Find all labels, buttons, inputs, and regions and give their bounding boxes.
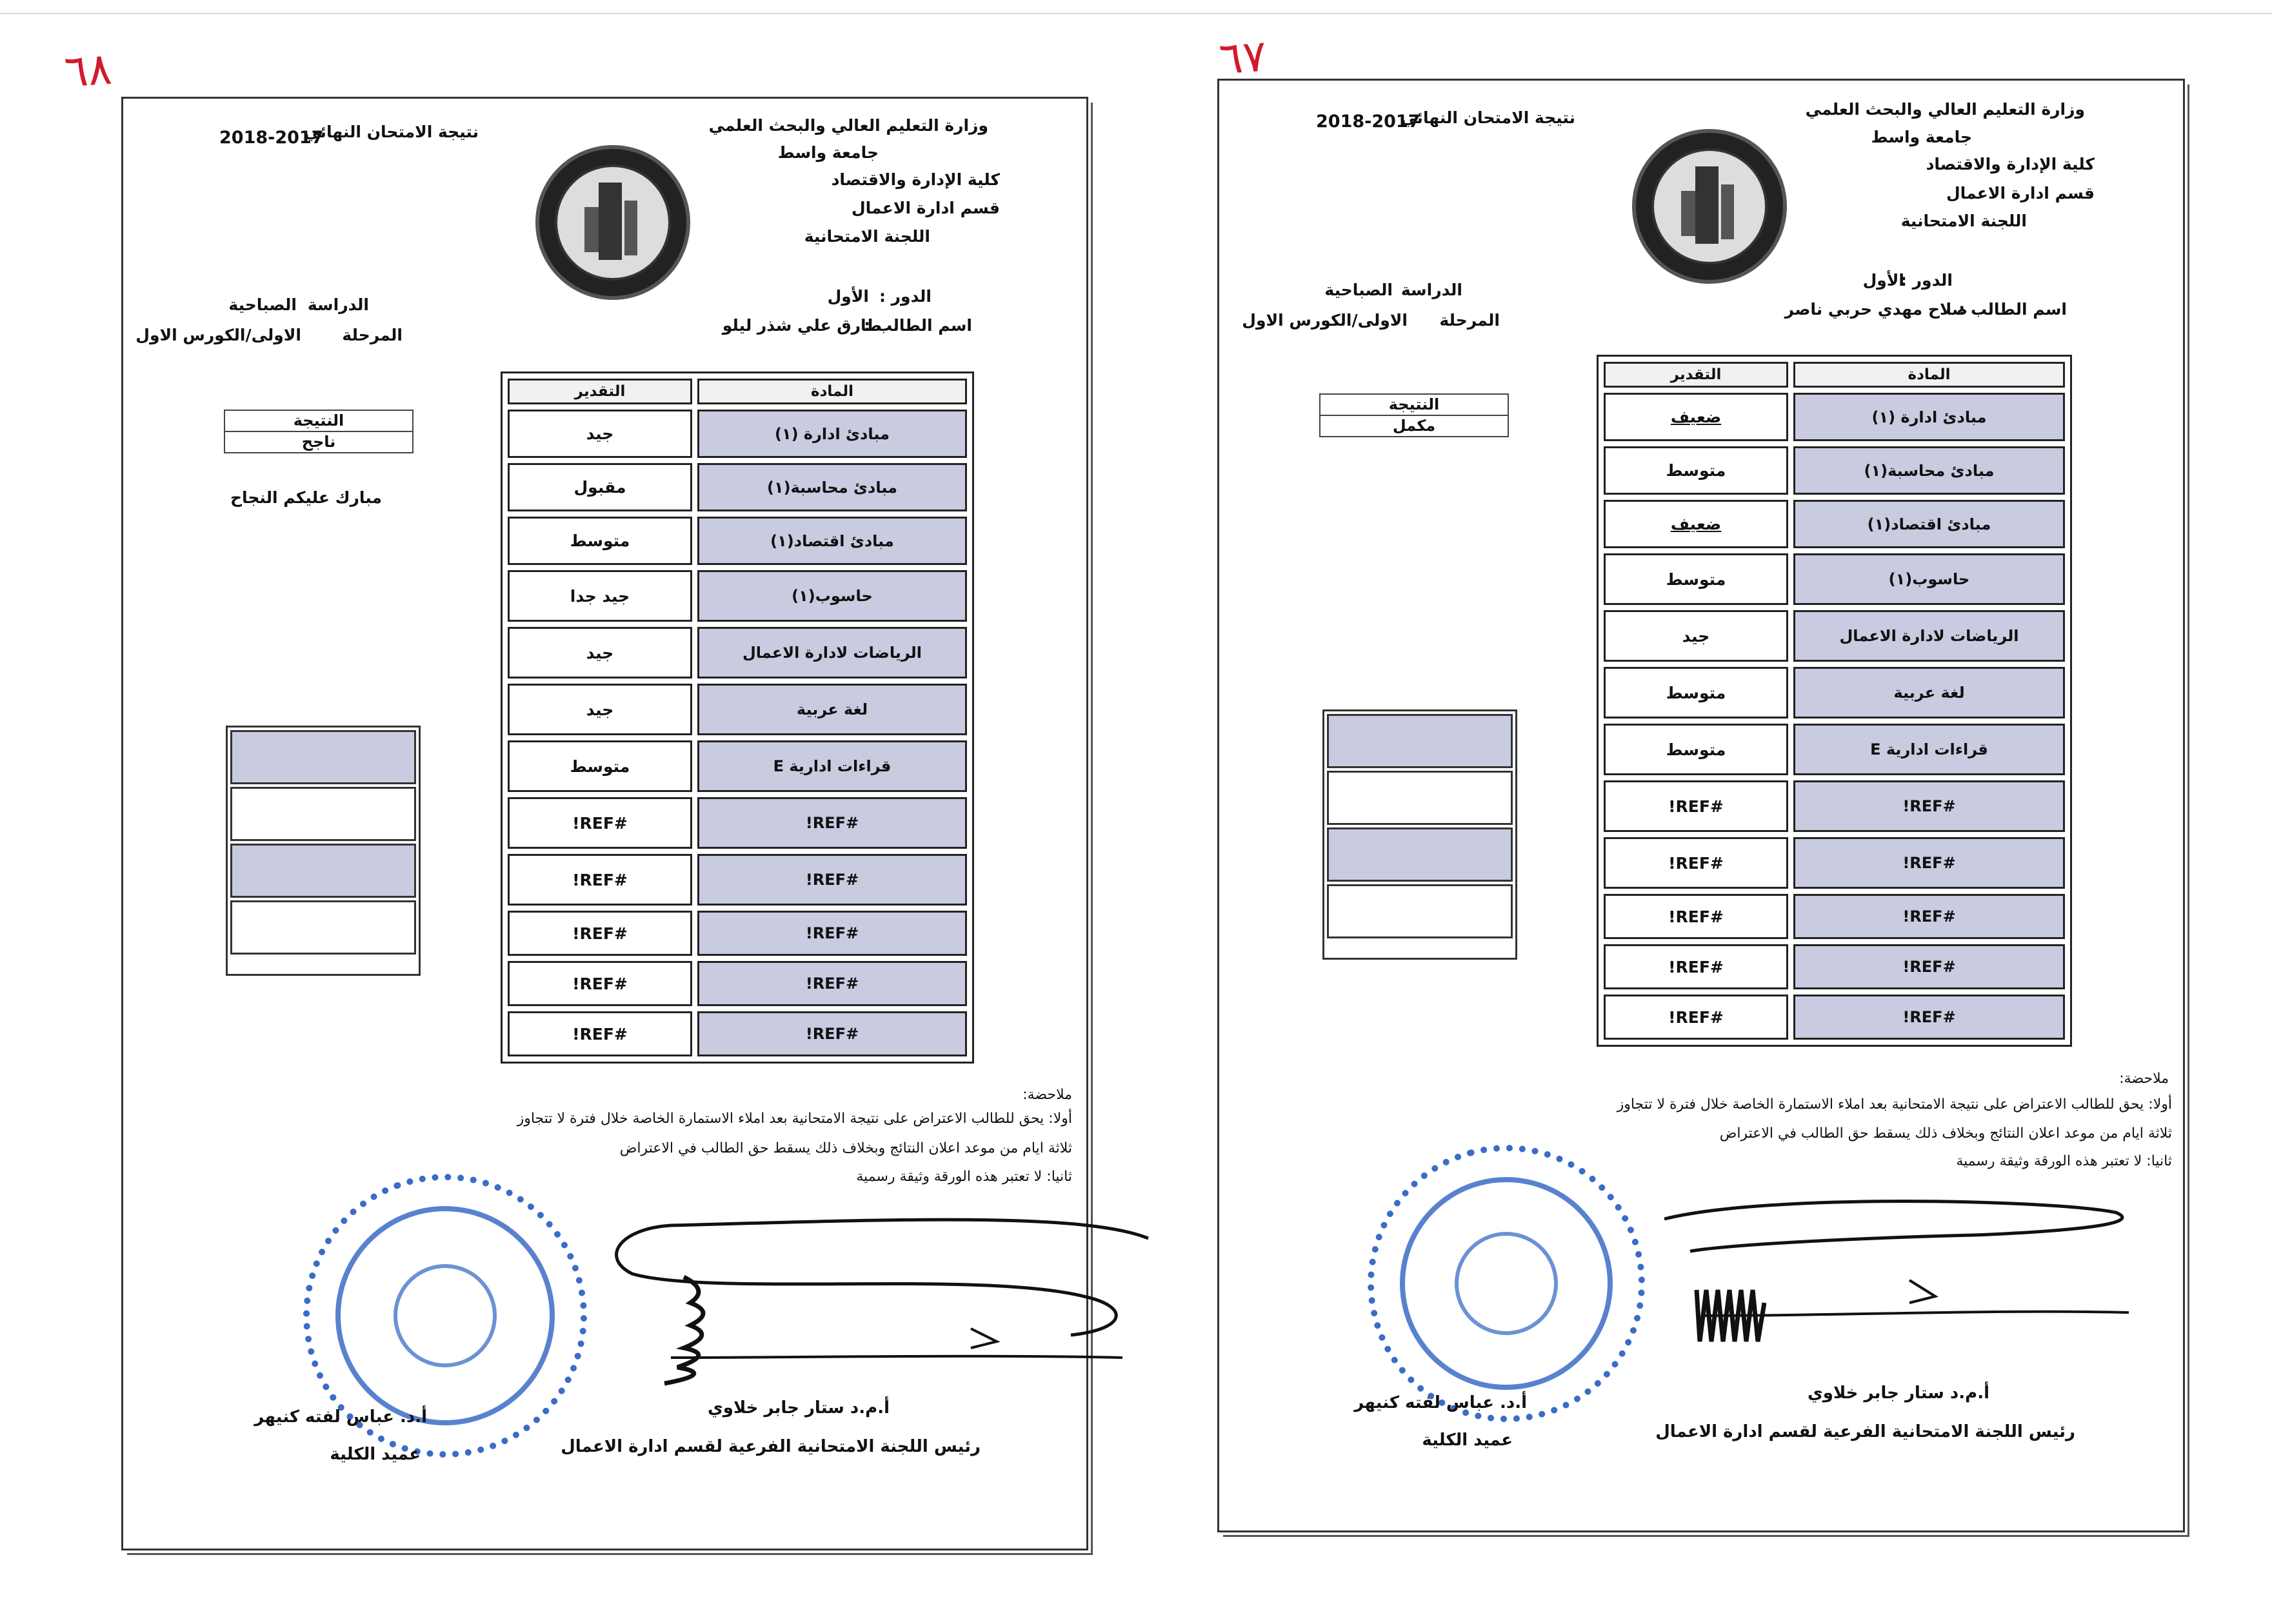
- left-grade-cell: #REF!: [508, 911, 692, 956]
- left-note-1b: ثلاثة ايام من موعد اعلان النتائج وبخلاف ذلك يسقط حق الطالب في الاعتراض: [619, 1140, 1072, 1156]
- left-department: قسم ادارة الاعمال: [851, 199, 1000, 217]
- left-note-2: ثانيا: لا تعتبر هذه الورقة وثيقة رسمية: [856, 1169, 1072, 1185]
- left-chair-signature: [593, 1200, 1155, 1406]
- left-round-value: الأول: [827, 287, 869, 306]
- right-round-value: الأول: [1862, 271, 1904, 290]
- left-student-name: طارق علي شذر ليلو: [722, 316, 882, 335]
- right-dean-name: أ.د. عباس لفته كنيهر: [1354, 1393, 1527, 1412]
- right-chair-title: رئيس اللجنة الامتحانية الفرعية لقسم ادارة الاعمال: [1655, 1422, 2075, 1441]
- left-exam-title: نتيجة الامتحان النهائي: [304, 123, 479, 141]
- right-student-name: صلاح مهدي حربي ناصر: [1784, 300, 1968, 319]
- left-subject-cell: #REF!: [697, 961, 967, 1006]
- right-grade-cell: #REF!: [1604, 894, 1788, 939]
- right-department: قسم ادارة الاعمال: [1946, 184, 2095, 203]
- left-grade-cell: #REF!: [508, 961, 692, 1006]
- right-college: كلية الإدارة والاقتصاد: [1926, 155, 2095, 173]
- left-subject-cell: #REF!: [697, 1011, 967, 1056]
- left-note-title: ملاحضة:: [1022, 1087, 1072, 1103]
- right-grade-cell: #REF!: [1604, 837, 1788, 889]
- right-subject-cell: حاسوب(١): [1793, 553, 2065, 605]
- left-university-logo: [535, 145, 690, 300]
- right-page-number: ٦٧: [1217, 30, 1268, 85]
- left-grade-cell: جيد: [508, 410, 692, 458]
- right-subject-cell: #REF!: [1793, 894, 2065, 939]
- left-header-grade: التقدير: [508, 379, 692, 404]
- right-side-boxes: [1322, 709, 1517, 960]
- left-congrats: مبارك عليكم النجاح: [230, 488, 382, 507]
- right-grade-cell: متوسط: [1604, 724, 1788, 775]
- right-result-label: النتيجة: [1388, 395, 1440, 413]
- left-side-boxes: [226, 726, 421, 976]
- left-grade-cell: مقبول: [508, 463, 692, 511]
- left-study-value: الصباحية: [228, 295, 297, 314]
- left-result-label: النتيجة: [293, 411, 344, 430]
- left-round-label: الدور :: [879, 287, 932, 306]
- left-subject-cell: قراءات ادارية E: [697, 740, 967, 792]
- left-study-label: الدراسة: [307, 295, 369, 314]
- left-subject-cell: مبادئ ادارة (١): [697, 410, 967, 458]
- left-subject-cell: #REF!: [697, 854, 967, 906]
- left-chair-title: رئيس اللجنة الامتحانية الفرعية لقسم ادارة الاعمال: [561, 1437, 981, 1456]
- left-subject-cell: الرياضات لادارة الاعمال: [697, 627, 967, 678]
- right-chair-signature: [1651, 1200, 2142, 1393]
- right-grade-cell: متوسط: [1604, 553, 1788, 605]
- left-ministry: وزارة التعليم العالي والبحث العلمي: [708, 116, 988, 135]
- right-chair-name: أ.م.د ستار جابر خلاوي: [1807, 1383, 1989, 1403]
- right-grade-cell: ضعيف: [1604, 393, 1788, 441]
- left-grade-cell: #REF!: [508, 797, 692, 849]
- right-university-logo: [1632, 129, 1787, 284]
- left-university: جامعة واسط: [777, 143, 879, 162]
- right-note-title: ملاحضة:: [2119, 1071, 2169, 1087]
- right-grade-cell: متوسط: [1604, 667, 1788, 718]
- left-subject-cell: لغة عربية: [697, 684, 967, 735]
- left-note-1a: أولا: يحق للطالب الاعتراض على نتيجة الامتحانية بعد املاء الاستمارة الخاصة خلال فترة لا تتجاوز: [517, 1111, 1072, 1127]
- right-grades-table: [1597, 355, 2072, 1047]
- right-note-2: ثانيا: لا تعتبر هذه الورقة وثيقة رسمية: [1956, 1153, 2172, 1169]
- right-university: جامعة واسط: [1871, 128, 1972, 146]
- left-subject-cell: #REF!: [697, 797, 967, 849]
- left-student-label: اسم الطالب :: [864, 316, 972, 335]
- right-grade-cell: جيد: [1604, 610, 1788, 662]
- right-year: 2018-2017: [1316, 112, 1420, 132]
- left-stage-label: المرحلة: [342, 326, 403, 344]
- left-chair-name: أ.م.د ستار جابر خلاوي: [707, 1398, 890, 1418]
- left-subject-cell: حاسوب(١): [697, 570, 967, 622]
- left-grade-cell: متوسط: [508, 517, 692, 565]
- right-subject-cell: #REF!: [1793, 780, 2065, 832]
- left-grade-cell: جيد جدا: [508, 570, 692, 622]
- left-subject-cell: مبادئ اقتصاد(١): [697, 517, 967, 565]
- right-subject-cell: #REF!: [1793, 944, 2065, 989]
- left-header-subject: المادة: [697, 379, 967, 404]
- right-subject-cell: قراءات ادارية E: [1793, 724, 2065, 775]
- left-year: 2018-2017: [219, 128, 324, 148]
- right-grade-cell: متوسط: [1604, 446, 1788, 495]
- left-dean-name: أ.د. عباس لفته كنيهر: [254, 1407, 427, 1427]
- left-grade-cell: جيد: [508, 684, 692, 735]
- left-committee: اللجنة الامتحانية: [804, 227, 930, 246]
- right-header-grade: التقدير: [1604, 362, 1788, 388]
- right-stage-value: الاولى/الكورس الاول: [1242, 311, 1408, 330]
- right-subject-cell: لغة عربية: [1793, 667, 2065, 718]
- right-result-value: مكمل: [1320, 415, 1508, 436]
- left-result-value: ناجح: [225, 431, 412, 452]
- left-stage-value: الاولى/الكورس الاول: [135, 326, 301, 344]
- right-exam-title: نتيجة الامتحان النهائي: [1400, 108, 1575, 127]
- left-grade-cell: جيد: [508, 627, 692, 678]
- right-committee: اللجنة الامتحانية: [1900, 212, 2027, 230]
- right-round-label: الدور :: [1900, 271, 1953, 290]
- right-student-label: اسم الطالب :: [1958, 300, 2067, 319]
- left-grade-cell: متوسط: [508, 740, 692, 792]
- right-grade-cell: ضعيف: [1604, 500, 1788, 548]
- right-study-label: الدراسة: [1400, 281, 1462, 299]
- right-subject-cell: مبادئ اقتصاد(١): [1793, 500, 2065, 548]
- right-subject-cell: الرياضات لادارة الاعمال: [1793, 610, 2065, 662]
- right-header-subject: المادة: [1793, 362, 2065, 388]
- right-ministry: وزارة التعليم العالي والبحث العلمي: [1805, 100, 2085, 119]
- right-subject-cell: مبادئ محاسبة(١): [1793, 446, 2065, 495]
- right-grade-cell: #REF!: [1604, 995, 1788, 1040]
- left-college: كلية الإدارة والاقتصاد: [831, 170, 1000, 189]
- left-subject-cell: #REF!: [697, 911, 967, 956]
- right-grade-cell: #REF!: [1604, 944, 1788, 989]
- left-grades-table: [501, 371, 974, 1064]
- right-note-1a: أولا: يحق للطالب الاعتراض على نتيجة الامتحانية بعد املاء الاستمارة الخاصة خلال فترة لا تتجاوز: [1617, 1096, 2172, 1113]
- right-subject-cell: #REF!: [1793, 995, 2065, 1040]
- left-result-box: [224, 410, 414, 453]
- left-dean-title: عميد الكلية: [330, 1445, 421, 1464]
- left-page-number: ٦٨: [63, 43, 114, 98]
- scan-edge-line: [0, 13, 2272, 14]
- right-stage-label: المرحلة: [1439, 311, 1500, 330]
- right-grade-cell: #REF!: [1604, 780, 1788, 832]
- left-subject-cell: مبادئ محاسبة(١): [697, 463, 967, 511]
- right-result-box: [1319, 393, 1509, 437]
- right-subject-cell: مبادئ ادارة (١): [1793, 393, 2065, 441]
- right-note-1b: ثلاثة ايام من موعد اعلان النتائج وبخلاف ذلك يسقط حق الطالب في الاعتراض: [1719, 1125, 2172, 1142]
- left-grade-cell: #REF!: [508, 1011, 692, 1056]
- right-study-value: الصباحية: [1324, 281, 1393, 299]
- right-dean-title: عميد الكلية: [1422, 1431, 1513, 1450]
- left-grade-cell: #REF!: [508, 854, 692, 906]
- right-subject-cell: #REF!: [1793, 837, 2065, 889]
